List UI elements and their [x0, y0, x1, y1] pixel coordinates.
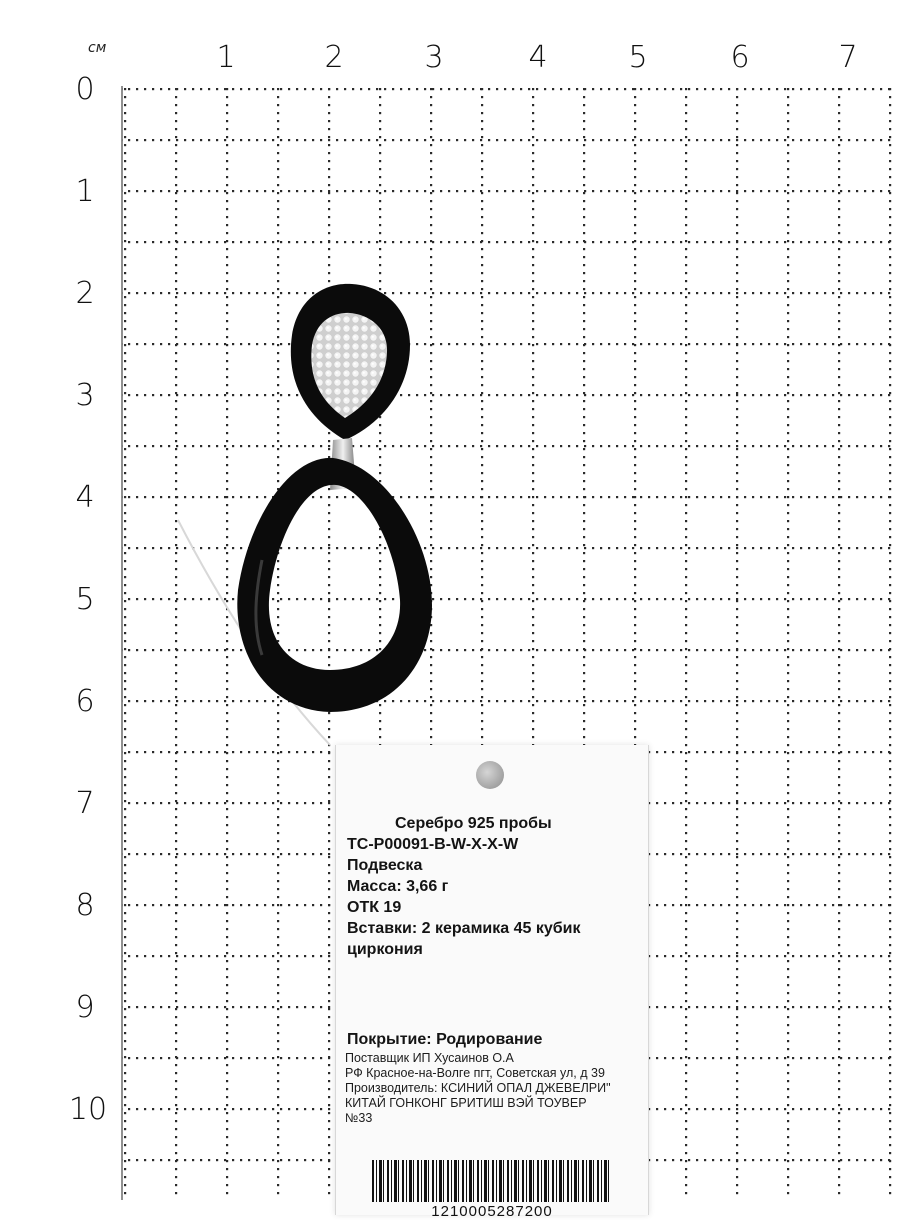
ruler-unit-label: см [88, 40, 107, 56]
tag-product-type: Подвеска [347, 857, 423, 874]
loop-ceramic [237, 458, 432, 712]
x-axis-label-4: 4 [528, 40, 548, 75]
x-axis-label-5: 5 [628, 40, 648, 75]
y-axis-label-0: 0 [75, 72, 95, 107]
tag-supplier-info [345, 1051, 644, 1126]
y-axis-label-9: 9 [75, 990, 95, 1025]
tag-hole [476, 761, 504, 789]
tag-inserts: Вставки: 2 керамика 45 кубик [347, 920, 581, 937]
tag-otk: ОТК 19 [347, 899, 402, 916]
y-axis-label-7: 7 [75, 786, 95, 821]
x-axis-label-7: 7 [838, 40, 858, 75]
tag-coating: Покрытие: Родирование [347, 1031, 543, 1048]
x-axis-label-1: 1 [216, 40, 236, 75]
tag-article: TC-P00091-B-W-X-X-W [347, 836, 519, 853]
y-axis-label-5: 5 [75, 582, 95, 617]
x-axis-label-6: 6 [730, 40, 750, 75]
tag-maker-3: №33 [345, 1111, 373, 1125]
x-axis-label-3: 3 [424, 40, 444, 75]
barcode-number: 1210005287200 [431, 1203, 553, 1220]
price-tag [335, 745, 649, 1220]
tag-weight: Масса: 3,66 г [347, 878, 449, 895]
barcode [372, 1160, 612, 1202]
tag-maker-1: Производитель: КСИНИЙ ОПАЛ ДЖЕВЕЛРИ" [345, 1081, 611, 1095]
y-axis-label-4: 4 [75, 480, 95, 515]
tag-metal: Серебро 925 пробы [395, 815, 552, 832]
tag-address: РФ Красное-на-Волге пгт, Советская ул, д 39 [345, 1066, 605, 1080]
x-axis-label-2: 2 [324, 40, 344, 75]
y-axis-label-10: 10 [68, 1092, 108, 1127]
y-axis-label-2: 2 [75, 276, 95, 311]
tag-main-text [347, 813, 640, 960]
tag-inserts-cont: циркония [347, 941, 423, 958]
tag-supplier: Поставщик ИП Хусаинов О.А [345, 1051, 514, 1065]
tag-maker-2: КИТАЙ ГОНКОНГ БРИТИШ ВЭЙ ТОУВЕР [345, 1096, 587, 1110]
y-axis-label-8: 8 [75, 888, 95, 923]
y-axis-label-3: 3 [75, 378, 95, 413]
y-axis-label-6: 6 [75, 684, 95, 719]
y-axis-label-1: 1 [75, 174, 95, 209]
